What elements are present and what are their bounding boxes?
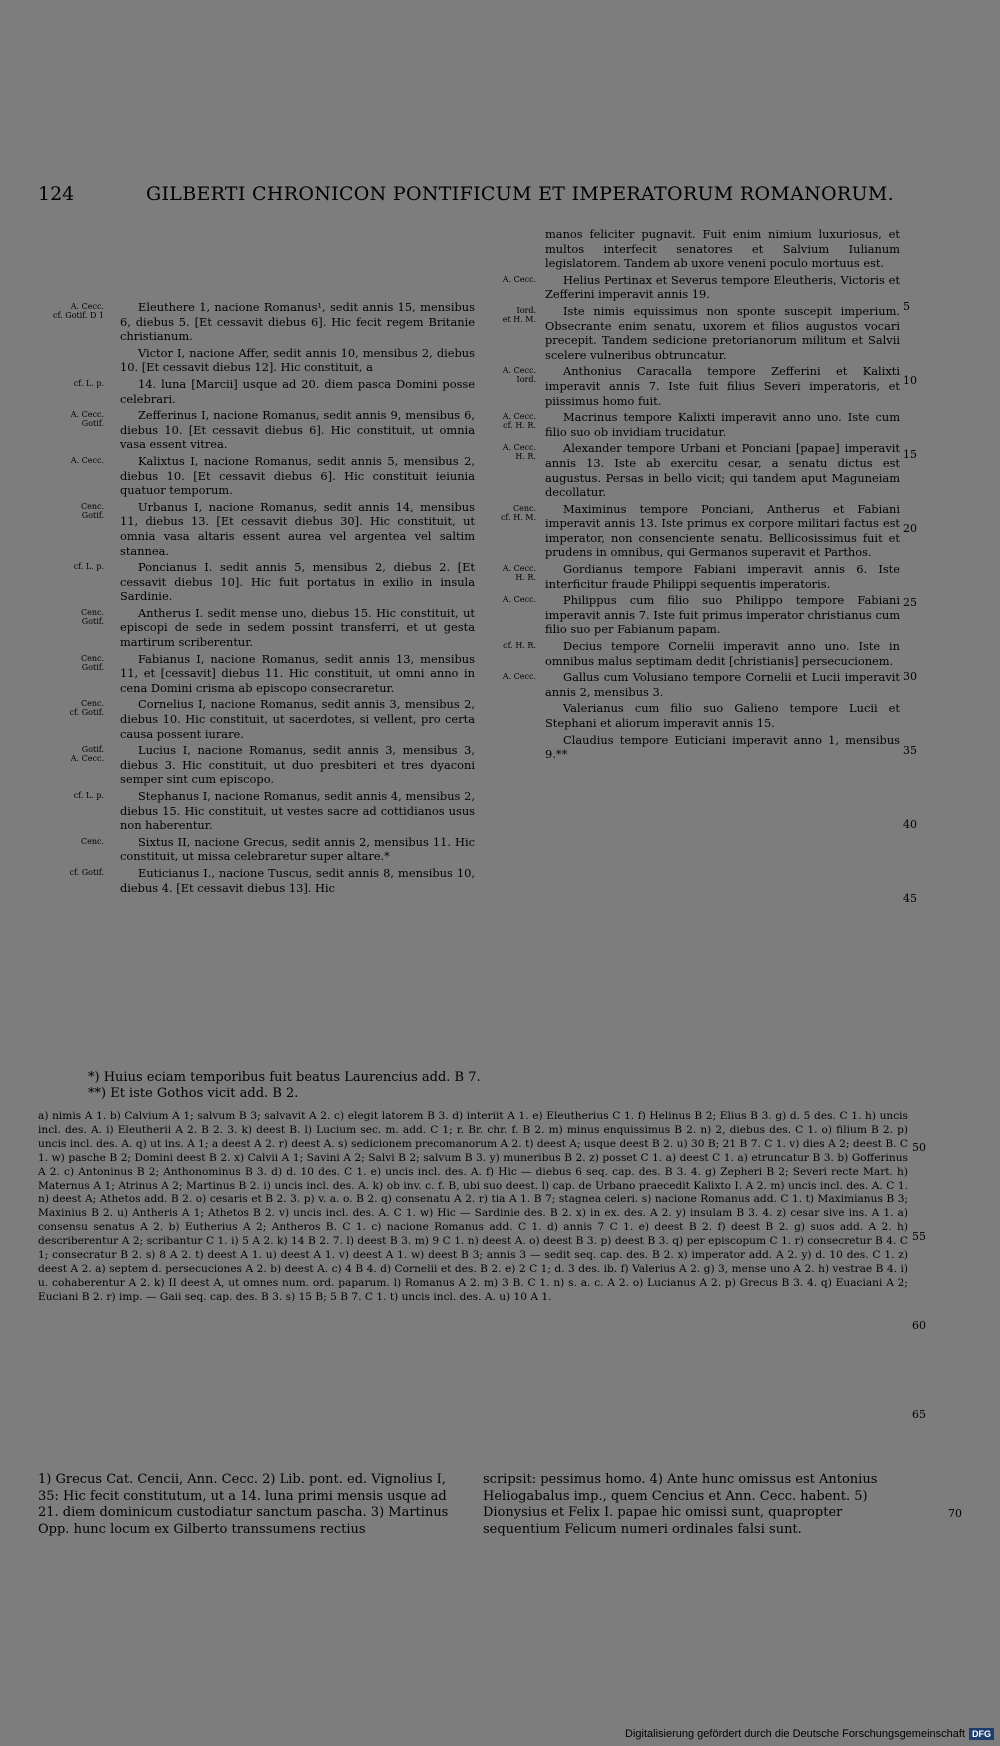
- dfg-credit: [625, 1728, 994, 1740]
- right-side-note: A. Cecc.: [502, 672, 536, 681]
- right-side-note: A. Cecc. Iord.: [502, 366, 536, 384]
- right-side-note: cf. H. R.: [503, 641, 536, 650]
- footnote-2: **) Et iste Gothos vicit add. B 2.: [88, 1086, 299, 1101]
- historical-notes: [38, 1472, 908, 1592]
- left-side-note: Gotif. A. Cecc.: [70, 745, 104, 763]
- left-side-note: Cenc.: [80, 837, 104, 846]
- left-entry: Victor I, nacione Affer, sedit annis 10, mensibus 2, diebus 10. [Et cessavit diebus 12]. Hic constituit, a: [120, 345, 475, 375]
- notes-left-column: 1) Grecus Cat. Cencii, Ann. Cecc. 2) Lib. pont. ed. Vignolius I, 35: Hic fecit constitutum, ut a 14. luna primi mensis usque ad 21. diem dominicum custodiatur sanctum pascha. 3) Martinus Opp. hunc locum ex Gilberto transsumens rectius: [38, 1472, 449, 1537]
- right-entry: Macrinus tempore Kalixti imperavit anno uno. Iste cum filio suo ob invidiam trucidatur.: [545, 410, 900, 439]
- right-entry: Gordianus tempore Fabiani imperavit annis 6. Iste interficitur fraude Philippi sequentis imperatoris.: [545, 562, 900, 591]
- left-entry: Euticianus I., nacione Tuscus, sedit annis 8, mensibus 10, diebus 4. [Et cessavit diebus 13]. Hic: [120, 865, 475, 895]
- right-entry: Decius tempore Cornelii imperavit anno uno. Iste in omnibus malus septimam dedit [christianis] persecucionem.: [545, 639, 900, 668]
- right-entry: Maximinus tempore Ponciani, Antherus et Fabiani imperavit annis 13. Iste primus ex corpore militari factus est imperator, non consenciente senatu. Bellicosissimus fuit et prudens in omnibus, qui Germanos superavit et Parthos.: [545, 501, 900, 560]
- notes-right-column: scripsit: pessimus homo. 4) Ante hunc omissus est Antonius Heliogabalus imp., quem Cencius et Ann. Cecc. habent. 5) Dionysius et Felix I. papae hic omissi sunt, quapropter sequentium Felicum numeri ordinales falsi sunt.: [483, 1472, 878, 1537]
- right-side-note: Cenc. cf. H. M.: [500, 504, 536, 522]
- footnotes: [88, 1070, 888, 1102]
- variant-line-number: 55: [912, 1230, 926, 1243]
- left-entry: Eleuthere 1, nacione Romanus¹, sedit annis 15, mensibus 6, diebus 5. [Et cessavit diebus 6]. Hic fecit regem Britanie christianum.: [120, 300, 475, 344]
- right-entry: Valerianus cum filio suo Galieno tempore Lucii et Stephani et aliorum imperavit annis 15.: [545, 701, 900, 730]
- page-title: GILBERTI CHRONICON PONTIFICUM ET IMPERATORUM ROMANORUM.: [146, 183, 894, 205]
- right-side-note: A. Cecc.: [502, 595, 536, 604]
- left-side-note: cf. Gotif.: [69, 868, 104, 877]
- left-side-note: Cenc. cf. Gotif.: [69, 699, 104, 717]
- left-entry: Zefferinus I, nacione Romanus, sedit annis 9, mensibus 6, diebus 10. [Et cessavit diebus 6]. Hic constituit, ut omnia vasa essent vitrea.: [120, 408, 475, 452]
- line-number: 10: [903, 374, 917, 387]
- line-number: 5: [903, 300, 910, 313]
- right-entry: Gallus cum Volusiano tempore Cornelii et Lucii imperavit annis 2, mensibus 3.: [545, 670, 900, 699]
- left-entry: Fabianus I, nacione Romanus, sedit annis 13, mensibus 11, et [cessavit] diebus 11. Hic constituit, ut omni anno in cena Domini crisma ab episcopo consecraretur.: [120, 651, 475, 695]
- right-entry: manos feliciter pugnavit. Fuit enim nimium luxuriosus, et multos interfecit senatores et Salvium Iulianum legislatorem. Tandem ab uxore veneni poculo mortuus est.: [545, 227, 900, 271]
- line-number: 35: [903, 744, 917, 757]
- left-side-note: Cenc. Gotif.: [80, 654, 104, 672]
- variant-line-number: 65: [912, 1408, 926, 1421]
- right-entry: Anthonius Caracalla tempore Zefferini et Kalixti imperavit annis 7. Iste fuit filius Severi imperatoris, et piissimus homo fuit.: [545, 364, 900, 408]
- right-column: [545, 227, 900, 764]
- left-side-note: A. Cecc.: [70, 456, 104, 465]
- left-side-note: Cenc. Gotif.: [80, 608, 104, 626]
- left-entry: 14. luna [Marcii] usque ad 20. diem pasca Domini posse celebrari.: [120, 376, 475, 406]
- line-number: 25: [903, 596, 917, 609]
- line-number: 40: [903, 818, 917, 831]
- line-number: 15: [903, 448, 917, 461]
- left-side-note: A. Cecc. Gotif.: [70, 410, 104, 428]
- dfg-logo: DFG: [969, 1728, 994, 1740]
- dfg-credit-text: Digitalisierung gefördert durch die Deutsche Forschungsgemeinschaft: [625, 1728, 965, 1740]
- left-entry: Urbanus I, nacione Romanus, sedit annis 14, mensibus 11, diebus 13. [Et cessavit diebus 30]. Hic constituit, ut omnia vasa altaris essent aurea vel argentea vel saltim stannea.: [120, 499, 475, 558]
- right-entry: Iste nimis equissimus non sponte suscepit imperium. Obsecrante enim senatu, uxorem et filios augustos vocari precepit. Tandem sedicione pretorianorum militum et Salvii scelere vulneribus obtruncatur.: [545, 303, 900, 362]
- left-side-note: Cenc. Gotif.: [80, 502, 104, 520]
- left-entry: Poncianus I. sedit annis 5, mensibus 2, diebus 2. [Et cessavit diebus 10]. Hic fuit portatus in exilio in insula Sardinie.: [120, 560, 475, 604]
- right-side-note: A. Cecc. H. R.: [502, 443, 536, 461]
- variant-line-number: 50: [912, 1141, 926, 1154]
- left-entry: Stephanus I, nacione Romanus, sedit annis 4, mensibus 2, diebus 15. Hic constituit, ut vestes sacre ad cottidianos usus non haberentur.: [120, 789, 475, 833]
- left-entry: Cornelius I, nacione Romanus, sedit annis 3, mensibus 2, diebus 10. Hic constituit, ut sacerdotes, si vellent, pro certa causa possent iurare.: [120, 697, 475, 741]
- right-entry: Helius Pertinax et Severus tempore Eleutheris, Victoris et Zefferini imperavit annis 19.: [545, 272, 900, 302]
- line-number: 30: [903, 670, 917, 683]
- line-number: 20: [903, 522, 917, 535]
- left-entry: Lucius I, nacione Romanus, sedit annis 3, mensibus 3, diebus 3. Hic constituit, ut duo presbiteri et tres dyaconi semper sint cum episcopo.: [120, 743, 475, 787]
- left-side-note: cf. L. p.: [73, 791, 104, 800]
- left-column: [120, 300, 475, 897]
- right-entry: Alexander tempore Urbani et Ponciani [papae] imperavit annis 13. Iste ab exercitu cesar, a senatu dictus est augustus. Persas in bello vicit; qui tandem aput Maguneiam decollatur.: [545, 441, 900, 500]
- running-header: [38, 183, 894, 213]
- left-side-note: cf. L. p.: [73, 379, 104, 388]
- line-number: 45: [903, 892, 917, 905]
- right-side-note: A. Cecc. cf. H. R.: [502, 412, 536, 430]
- page-number: 124: [38, 183, 75, 205]
- right-side-note: A. Cecc. H. R.: [502, 564, 536, 582]
- right-entry: Claudius tempore Euticiani imperavit anno 1, mensibus 9.**: [545, 732, 900, 762]
- footnote-1: *) Huius eciam temporibus fuit beatus Laurencius add. B 7.: [88, 1070, 481, 1085]
- notes-line-number: 70: [948, 1507, 962, 1520]
- left-side-note: cf. L. p.: [73, 562, 104, 571]
- left-side-note: A. Cecc. cf. Gotif. D 1: [52, 302, 104, 320]
- left-entry: Sixtus II, nacione Grecus, sedit annis 2, mensibus 11. Hic constituit, ut missa celebraretur super altare.*: [120, 834, 475, 864]
- right-side-note: A. Cecc.: [502, 275, 536, 284]
- left-entry: Antherus I. sedit mense uno, diebus 15. Hic constituit, ut episcopi de sede in sedem possint transferri, et ut gesta martirum scriberentur.: [120, 605, 475, 650]
- variant-line-number: 60: [912, 1319, 926, 1332]
- variant-apparatus: a) nimis A 1. b) Calvium A 1; salvum B 3; salvavit A 2. c) elegit latorem B 3. d) interiit A 1. e) Eleutherius C 1. f) Helinus B 2; Elius B 3. g) d. 5 des. C 1. h) uncis incl. des. A. i) Eleutherii A 2. B 2. 3. k) deest B. l) Lucium sec. m. add. C 1; r. Br. chr. f. B 2. m) minus enquissimus B 2. n) 2, diebus des. C 1. o) filium B 2. p) uncis incl. des. A. q) ut ins. A 1; a deest A 2. r) deest A. s) sedicionem precomanorum A 2. t) deest A; usque deest B 2. u) 30 B; 21 B 7. C 1. v) dies A 2; deest B. C 1. w) pasche B 2; Domini deest B 2. x) Calvii A 1; Savini A 2; Salvi B 2; salvum B 3. y) muneribus B 2. z) posset C 1. a) deest C 1. a) etruncatur B 3. b) Gofferinus A 2. c) Antoninus B 2; Anthonominus B 3. d) d. 10 des. C 1. e) uncis incl. des. A. f) Hic — diebus 6 seq. cap. des. B 3. 4. g) Zepheri B 2; Severi recte Mart. h) Maternus A 1; Atrinus A 2; Martinus B 2. i) uncis incl. des. A. k) ob inv. c. f. B, ubi suo deest. l) cap. de Urbano praecedit Kalixto I. A 2. m) uncis incl. des. A. C 1. n) deest A; Athetos add. B 2. o) cesaris et B 2. 3. p) v. a. o. B 2. q) consenatu A 2. r) tia A 1. B 7; stagnea celeri. s) nacione Romanus add. C 1. t) Maximianus B 3; Maxinius B 2. u) Antheris A 1; Athetos B 2. v) uncis incl. des. A. C 1. w) Hic — Sardinie des. B 2. x) in ex. des. A 2. y) insulam B 3. 4. z) cesar sive ins. A 1. a) consensu senatus A 2. b) Eutherius A 2; Antheros B. C 1. c) nacione Romanus add. C 1. d) annis 7 C 1. e) deest B 2. f) deest B 2. g) suos add. A 2. h) describerentur A 2; scribantur C 1. i) 5 A 2. k) 14 B 2. 7. l) deest B 3. m) 9 C 1. n) deest A. o) deest B 3. p) deest B 3. q) per episcopum C 1. r) consecretur B 4. C 1; consecratur B 2. s) 8 A 2. t) deest A 1. u) deest A 1. v) deest A 1. w) deest B 3; annis 3 — sedit seq. cap. des. B 2. x) imperator add. A 2. y) d. 10 des. C 1. z) deest A 2. a) septem d. persecuciones A 2. b) deest A. c) 4 B 4. d) Cornelii et des. B 2. e) 2 C 1; d. 3 des. ib. f) Valerius A 2. g) 3, mense uno A 2. h) vestrae B 4. i) u. cohaberentur A 2. k) II deest A, ut omnes num. ord. paparum. l) Romanus A 2. m) 3 B. C 1. n) s. a. c. A 2. o) Lucianus A 2. p) Grecus B 3. 4. q) Euaciani A 2; Euciani B 2. r) imp. — Gaii seq. cap. des. B 3. s) 15 B; 5 B 7. C 1. t) uncis incl. des. A. u) 10 A 1.: [38, 1110, 908, 1303]
- left-entry: Kalixtus I, nacione Romanus, sedit annis 5, mensibus 2, diebus 10. [Et cessavit diebus 6]. Hic constituit ieiunia quatuor temporum.: [120, 453, 475, 498]
- right-entry: Philippus cum filio suo Philippo tempore Fabiani imperavit annis 7. Iste fuit primus imperator christianus cum filio suo per Fabianum papam.: [545, 593, 900, 637]
- right-side-note: Iord. et H. M.: [502, 306, 536, 324]
